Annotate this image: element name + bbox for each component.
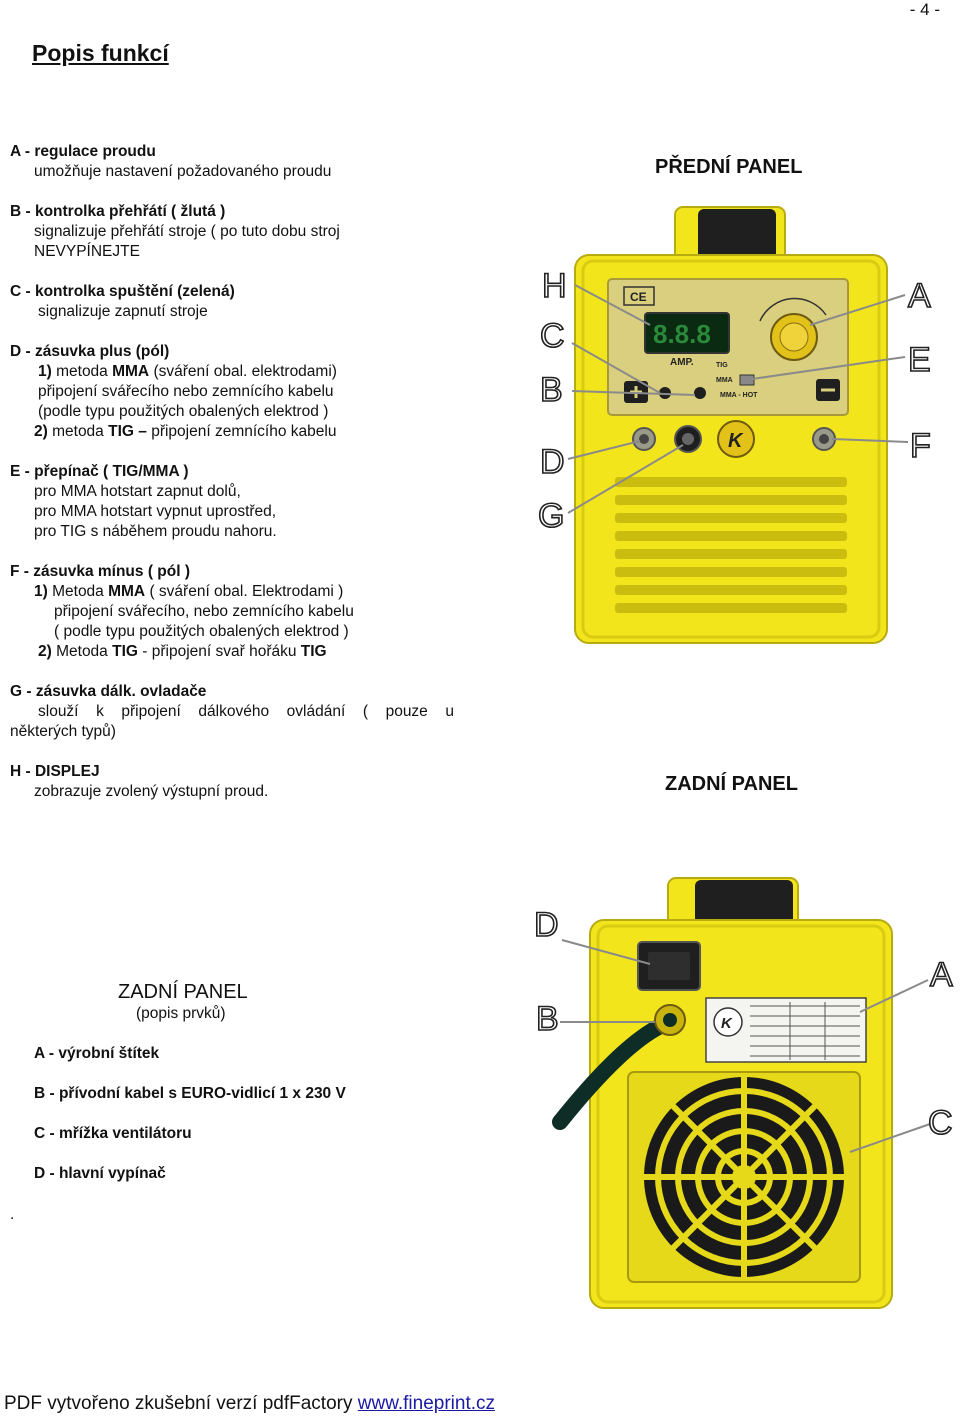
rear-list-title: ZADNÍ PANEL [118,981,248,1003]
callout-c: C [540,317,565,355]
f-line-1b: ( sváření obal. Elektrodami ) [145,583,344,600]
rear-item-a: A - výrobní štítek [34,1045,160,1062]
d-mma: MMA [112,363,150,380]
fan-hub [732,1165,756,1189]
section-g-heading [10,682,206,702]
section-d-line-4 [34,422,336,442]
section-d-line-2: připojení svářecího nebo zemnícího kabelu [38,383,334,400]
section-e-heading: E - přepínač ( TIG/MMA ) [10,463,189,480]
rear-callout-b: B [536,1000,559,1038]
section-e-line-3: pro TIG s náběhem proudu nahoru. [34,523,277,540]
section-f-line-3: ( podle typu použitých obalených elektrod ) [54,623,349,640]
switch-label-mma: MMA [716,377,733,384]
rear-panel-title: ZADNÍ PANEL [665,773,798,795]
remote-socket-pins [682,433,694,445]
rear-callout-a: A [930,956,953,994]
ce-mark: CE [630,290,647,304]
rear-item-b: B - přívodní kabel s EURO-vidlicí 1 x 230 V [34,1085,346,1102]
section-a-heading: A - regulace proudu [10,143,156,160]
section-f-line-1 [34,582,343,602]
section-g-line-2: některých typů) [10,723,116,740]
section-d-line-1 [38,362,337,382]
rear-item-c: C - mřížka ventilátoru [34,1125,192,1142]
d-line-4a: metoda [47,423,109,440]
d-num-1: 1) [38,363,52,380]
d-line-4b: připojení zemnícího kabelu [146,423,337,440]
page-title: Popis funkcí [32,40,169,66]
switch-label-mma-hot: MMA - HOT [720,392,758,399]
footer-text: PDF vytvořeno zkušební verzí pdfFactory [4,1393,358,1414]
main-switch-rocker [648,952,690,980]
tig-mma-switch[interactable] [740,375,754,385]
f-line-4b: - připojení svař hořáku [137,643,301,660]
f-mma: MMA [108,583,146,600]
d-line-1a: metoda [51,363,113,380]
pdf-footer [4,1393,495,1415]
section-b-text-2: NEVYPÍNEJTE [34,243,140,260]
section-f-line-4 [38,642,327,662]
switch-label-tig: TIG [716,362,728,369]
g-head-a: G - zásuvka dálk. [10,683,136,700]
f-num-1: 1) [34,583,48,600]
rear-callout-d: D [534,906,559,944]
section-a-text: umožňuje nastavení požadovaného proudu [34,163,332,180]
f-line-4a: Metoda [51,643,113,660]
handle-strap [698,209,776,261]
rear-item-d: D - hlavní vypínač [34,1165,166,1182]
g-head-b: ovladače [135,683,207,700]
callout-d: D [540,443,565,481]
display-readout: 8.8.8 [653,319,711,349]
section-d-heading: D - zásuvka plus (pól) [10,343,170,360]
f-tig-2: TIG [300,643,327,660]
section-c-text: signalizuje zapnutí stroje [38,303,208,320]
front-panel-title: PŘEDNÍ PANEL [655,156,803,178]
d-line-1b: (sváření obal. elektrodami) [149,363,337,380]
d-num-2: 2) [34,423,48,440]
stray-dot: . [10,1206,15,1223]
rear-list-subtitle: (popis prvků) [136,1005,226,1022]
section-e-line-1: pro MMA hotstart zapnut dolů, [34,483,241,500]
front-panel-photo [520,195,960,650]
section-e-line-2: pro MMA hotstart vypnut uprostřed, [34,503,277,520]
brand-logo: K [728,430,743,452]
callout-b: B [540,371,563,409]
d-tig: TIG [108,423,134,440]
rear-panel-photo [520,872,960,1317]
f-tig: TIG [112,643,138,660]
callout-g: G [538,497,565,535]
callout-h: H [542,267,567,305]
section-g-line-1: slouží k připojení dálkového ovládání ( pouze u [38,703,454,720]
section-b-text-1: signalizuje přehřátí stroje ( po tuto dobu stroj [34,223,340,240]
page-number: - 4 - [909,0,940,19]
f-num-2: 2) [38,643,52,660]
f-line-1a: Metoda [47,583,109,600]
callout-f: F [910,427,931,465]
yellow-led [694,387,706,399]
section-h-text: zobrazuje zvolený výstupní proud. [34,783,269,800]
minus-socket-hole [819,434,829,444]
cable-gland-center [663,1013,677,1027]
d-dash: – [133,423,147,440]
section-f-heading: F - zásuvka mínus ( pól ) [10,563,190,580]
callout-a: A [908,277,931,315]
section-d-line-3: (podle typu použitých obalených elektrod ) [38,403,329,420]
section-b-heading: B - kontrolka přehřátí ( žlutá ) [10,203,226,220]
plus-socket-hole [639,434,649,444]
section-c-heading: C - kontrolka spuštění (zelená) [10,283,235,300]
callout-e: E [908,341,931,379]
rear-callout-c: C [928,1104,953,1142]
section-h-heading: H - DISPLEJ [10,763,100,780]
footer-link[interactable]: www.fineprint.cz [357,1393,496,1414]
knob-cap [780,323,808,351]
section-f-line-2: připojení svářecího, nebo zemnícího kabelu [54,603,354,620]
plate-logo: K [721,1015,732,1032]
amp-label: AMP. [670,357,694,368]
